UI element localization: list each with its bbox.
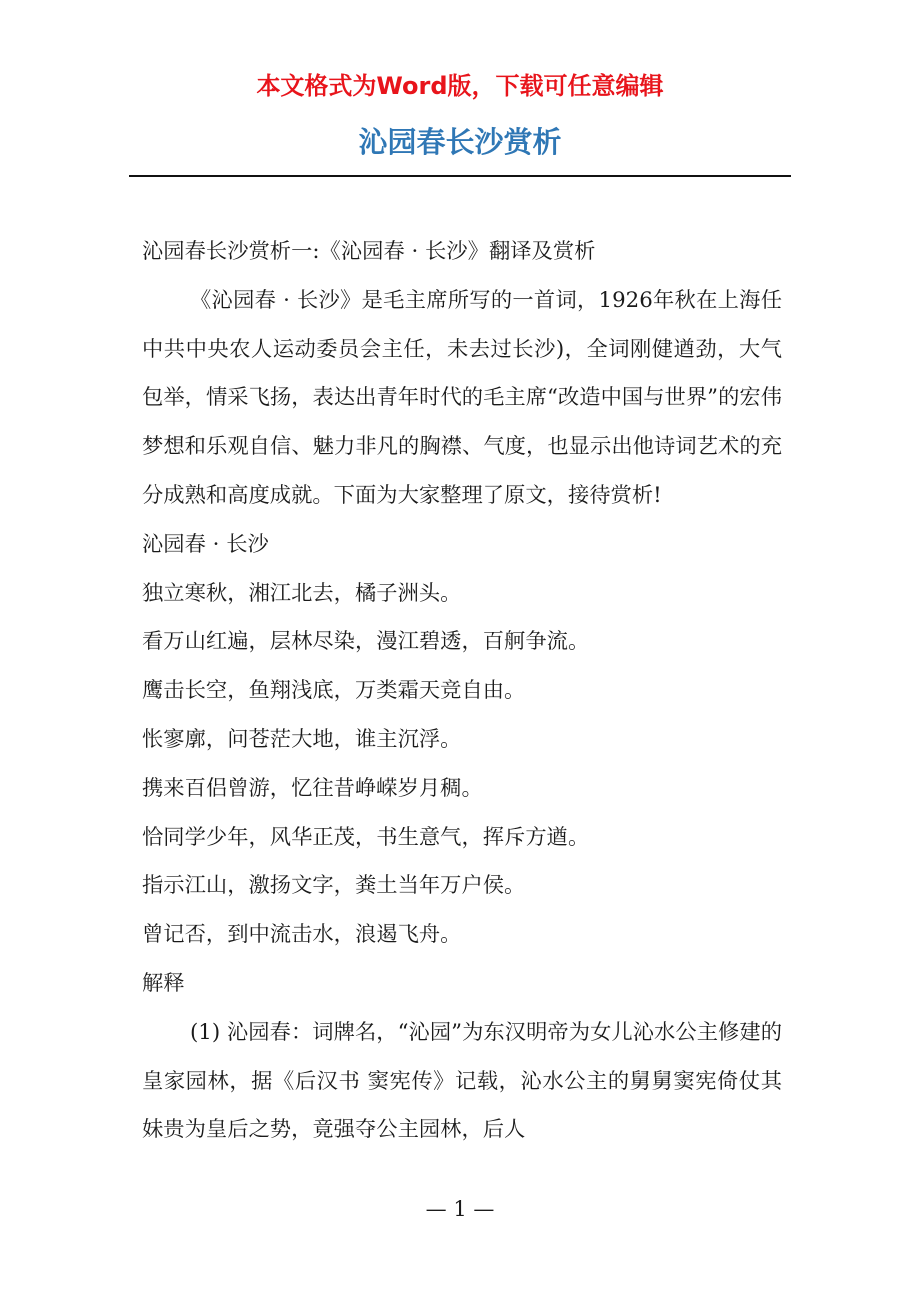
section-heading: 沁园春长沙赏析一:《沁园春 · 长沙》翻译及赏析 [142, 239, 596, 264]
poem-line: 独立寒秋，湘江北去，橘子洲头。 [142, 580, 462, 606]
note-paragraph: (1) 沁园春：词牌名，“沁园”为东汉明帝为女儿沁水公主修建的皇家园林，据《后汉书 窦宪传》记载，沁水公主的舅舅窦宪倚仗其妹贵为皇后之势，竟强夺公主园林，后人 [142, 1019, 782, 1143]
document-body [142, 228, 782, 1155]
poem-line: 曾记否，到中流击水，浪遏飞舟。 [142, 922, 462, 948]
document-title: 沁园春长沙赏析 [358, 125, 562, 159]
download-notice: 本文格式为Word版，下载可任意编辑 [256, 72, 664, 100]
page-number: — 1 — [425, 1197, 495, 1221]
poem-line: 指示江山，激扬文字，粪土当年万户侯。 [142, 873, 526, 899]
explanation-label: 解释 [142, 970, 185, 996]
poem-title: 沁园春 · 长沙 [142, 531, 269, 557]
poem-line: 鹰击长空，鱼翔浅底，万类霜天竞自由。 [142, 678, 526, 704]
poem-line: 恰同学少年，风华正茂，书生意气，挥斥方遒。 [142, 824, 590, 850]
intro-paragraph: 《沁园春 · 长沙》是毛主席所写的一首词，1926年秋在上海任中共中央农人运动委员会主任，未去过长沙)，全词刚健遒劲，大气包举，情采飞扬，表达出青年时代的毛主席“改造中国与世界”的宏伟梦想和乐观自信、魅力非凡的胸襟、气度，也显示出他诗词艺术的充分成熟和高度成就。下面为大家整理了原文，接待赏析! [142, 287, 782, 508]
poem-line: 携来百侣曾游，忆往昔峥嵘岁月稠。 [142, 775, 483, 801]
poem-line: 看万山红遍，层林尽染，漫江碧透，百舸争流。 [142, 629, 590, 655]
poem-line: 怅寥廓，问苍茫大地，谁主沉浮。 [142, 726, 462, 752]
header-divider [129, 175, 791, 177]
